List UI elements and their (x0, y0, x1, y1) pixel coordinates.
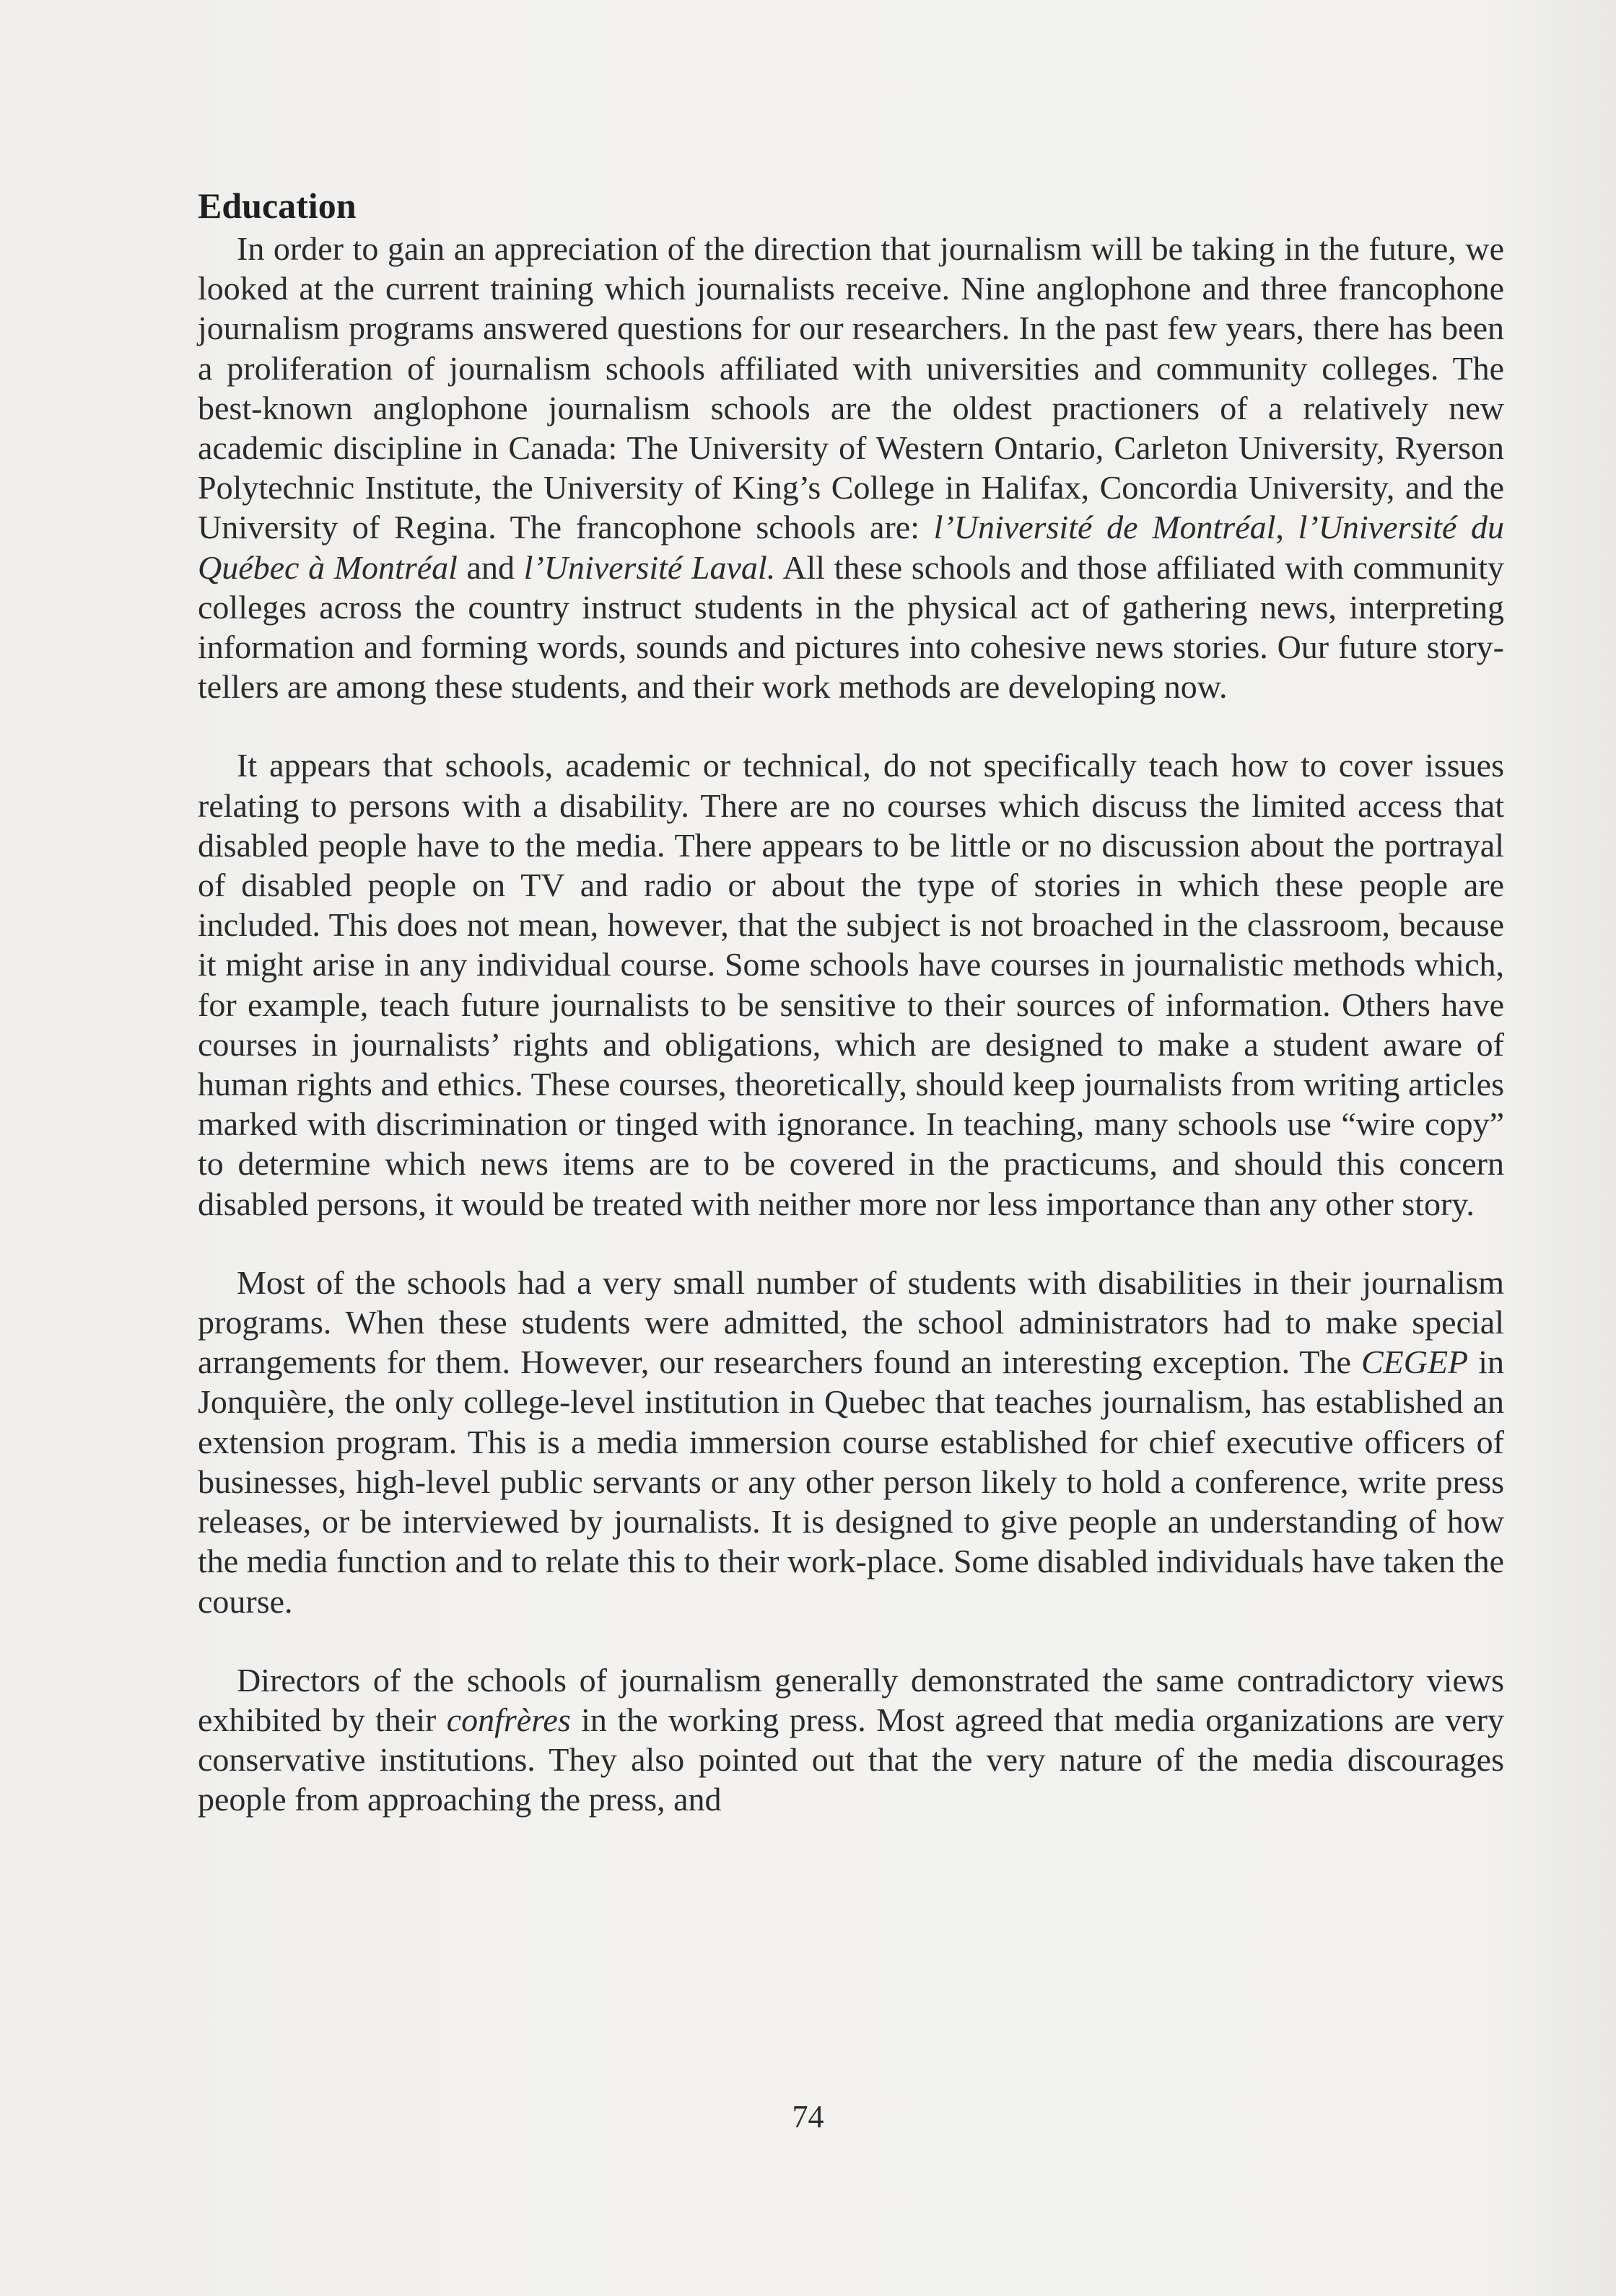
text-run: It appears that schools, academic or technical, do not specifically teach how to cover issues relating to persons with a disability. There are no courses which discuss the limited access that disabled people have to the media. There appears to be little or no discussion about the portrayal of disabled people on TV and radio or about the type of stories in which these people are included. This does not mean, however, that the subject is not broached in the classroom, because it might arise in any individual course. Some schools have courses in journalistic methods which, for example, teach future journalists to be sensitive to their sources of information. Others have courses in journalists’ rights and obligations, which are designed to make a student aware of human rights and ethics. These courses, theoretically, should keep journalists from writing articles marked with discrimination or tinged with ignorance. In teaching, many schools use “wire copy” to determine which news items are to be covered in the practicums, and should this concern disabled persons, it would be treated with neither more nor less importance than any other story. (198, 747, 1504, 1222)
page-number: 74 (792, 2099, 824, 2134)
italic-text-run: confrères (446, 1701, 571, 1738)
paragraph (198, 229, 1504, 706)
italic-text-run: l’Université du Québec à Montréal (198, 509, 1504, 586)
text-run: In order to gain an appreciation of the direction that journalism will be taking in the future, we looked at the current training which journalists receive. Nine anglophone and three francophone journalism programs answered questions for our researchers. In the past few years, there has been a proliferation of journalism schools affiliated with universities and community colleges. The best-known anglophone journalism schools are the oldest practioners of a relatively new academic discipline in Canada: The University of Western Ontario, Carleton University, Ryerson Polytechnic Institute, the University of King’s College in Halifax, Concordia University, and the University of Regina. The francophone schools are: (198, 230, 1504, 546)
italic-text-run: l’Université de Montréal (933, 509, 1276, 546)
text-run: Most of the schools had a very small number of students with disabilities in their journalism programs. When these students were admitted, the school administrators had to make special arrangements for them. However, our researchers found an interesting exception. The (198, 1263, 1504, 1381)
body-text (198, 184, 1504, 1820)
section-heading: Education (198, 185, 357, 226)
text-run: All these schools and those affiliated with community colleges across the country instruct students in the physical act of gathering news, interpreting information and forming words, sounds and pictures into cohesive news stories. Our future story-tellers are among these students, and their work methods are developing now. (198, 548, 1504, 706)
italic-text-run: CEGEP (1361, 1344, 1469, 1381)
text-run: , (1275, 509, 1298, 546)
text-run: in the working press. Most agreed that media organizations are very conservative institutions. They also pointed out that the very nature of the media discourages people from approaching the press, and (198, 1701, 1504, 1818)
paragraph (198, 745, 1504, 1223)
paragraph (198, 1660, 1504, 1820)
text-run: Directors of the schools of journalism generally demonstrated the same contradictory views exhibited by their (198, 1661, 1504, 1738)
italic-text-run: l’Université Laval. (523, 548, 776, 586)
text-run: and (457, 548, 524, 586)
paragraph (198, 1263, 1504, 1621)
text-run: in Jonquière, the only college-level institution in Quebec that teaches journalism, has established an extension program. This is a media immersion course established for chief executive officers of businesses, high-level public servants or any other person likely to hold a conference, write press releases, or be interviewed by journalists. It is designed to give people an understanding of how the media function and to relate this to their work-place. Some disabled individuals have taken the course. (198, 1344, 1505, 1620)
